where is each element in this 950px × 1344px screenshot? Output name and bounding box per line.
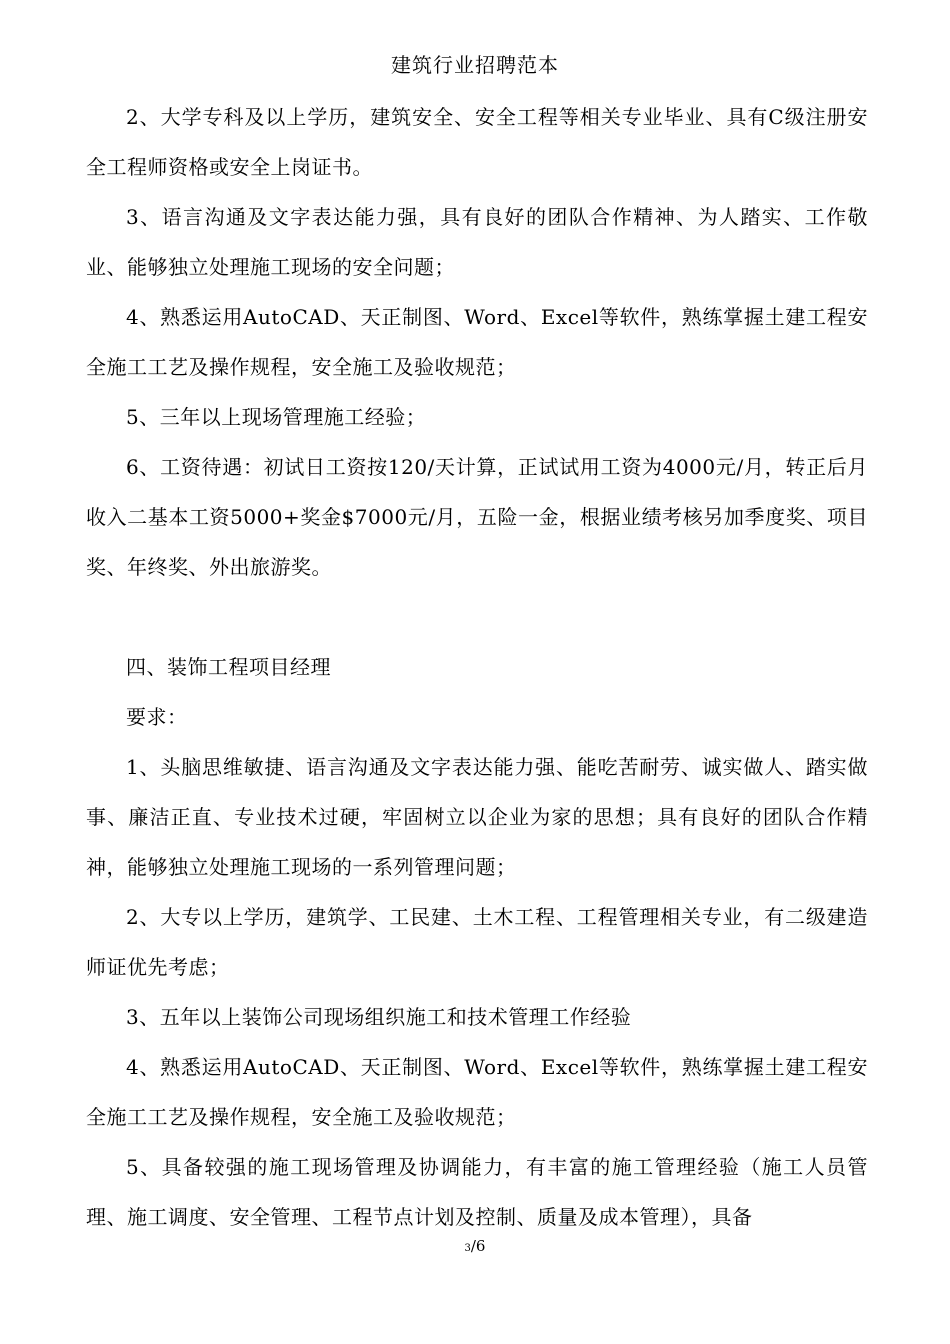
- page-number: [0, 1236, 950, 1259]
- paragraph-requirement-4: 4、熟悉运用AutoCAD、天正制图、Word、Excel等软件，熟练掌握土建工程安全施工工艺及操作规程，安全施工及验收规范；: [86, 305, 868, 379]
- paragraph-requirement-2: 2、大学专科及以上学历，建筑安全、安全工程等相关专业毕业、具有C级注册安全工程师资格或安全上岗证书。: [86, 105, 868, 179]
- paragraph-salary: 6、工资待遇：初试日工资按120/天计算，正试试用工资为4000元/月，转正后月收入二基本工资5000+奖金$7000元/月，五险一金，根据业绩考核另加季度奖、项目奖、年终奖、外出旅游奖。: [86, 455, 868, 579]
- page-number-total: /6: [470, 1237, 486, 1255]
- page-number-current: 3: [464, 1243, 471, 1254]
- document-title: 建筑行业招聘范本: [391, 53, 559, 77]
- section-paragraph-3: 3、五年以上装饰公司现场组织施工和技术管理工作经验: [126, 1005, 632, 1029]
- section-heading: 四、装饰工程项目经理: [126, 655, 331, 679]
- section-paragraph-1: 1、头脑思维敏捷、语言沟通及文字表达能力强、能吃苦耐劳、诚实做人、踏实做事、廉洁正直、专业技术过硬，牢固树立以企业为家的思想；具有良好的团队合作精神，能够独立处理施工现场的一系列管理问题；: [86, 755, 868, 879]
- requirements-label: 要求：: [126, 705, 188, 729]
- section-paragraph-4: 4、熟悉运用AutoCAD、天正制图、Word、Excel等软件，熟练掌握土建工程安全施工工艺及操作规程，安全施工及验收规范；: [86, 1055, 868, 1129]
- section-paragraph-2: 2、大专以上学历，建筑学、工民建、土木工程、工程管理相关专业，有二级建造师证优先考虑；: [86, 905, 868, 979]
- section-spacer: [86, 592, 868, 642]
- paragraph-requirement-3: 3、语言沟通及文字表达能力强，具有良好的团队合作精神、为人踏实、工作敬业、能够独立处理施工现场的安全问题；: [86, 205, 868, 279]
- paragraph-requirement-5: 5、三年以上现场管理施工经验；: [126, 405, 427, 429]
- document-body: [86, 92, 868, 1242]
- section-paragraph-5: 5、具备较强的施工现场管理及协调能力，有丰富的施工管理经验（施工人员管理、施工调度、安全管理、工程节点计划及控制、质量及成本管理），具备: [86, 1155, 868, 1229]
